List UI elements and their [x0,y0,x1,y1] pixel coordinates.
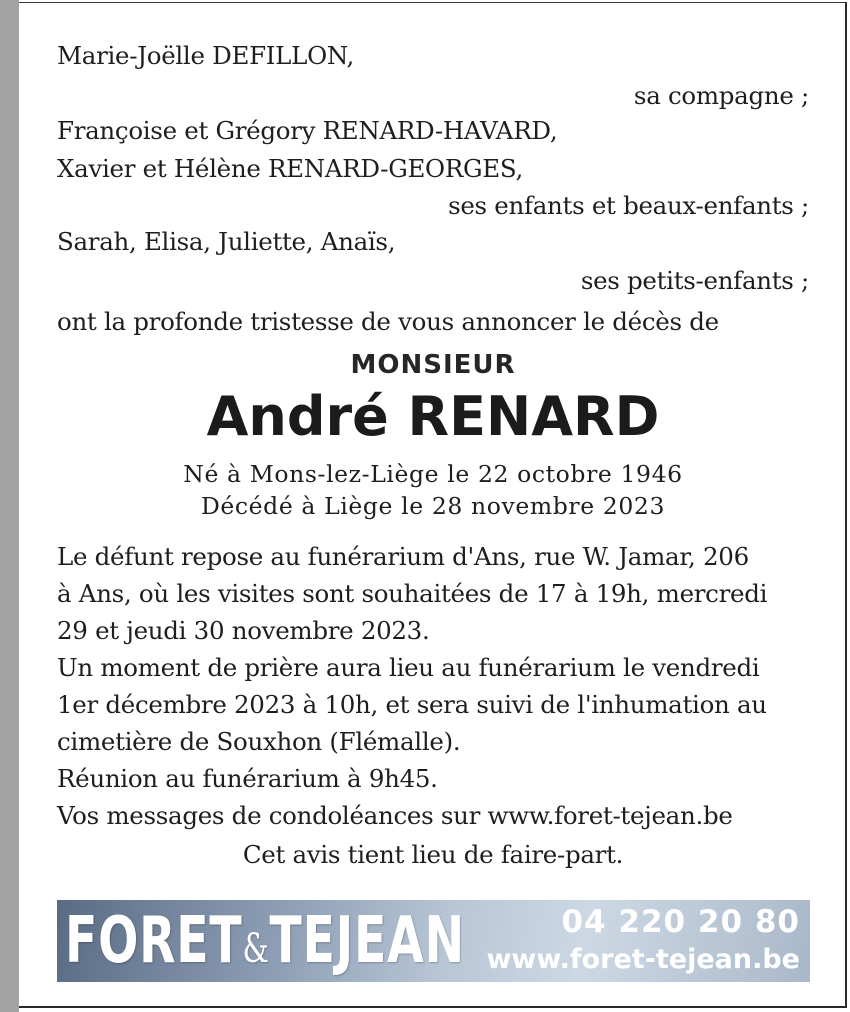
grandchildren-names: Sarah, Elisa, Juliette, Anaïs, [57,227,396,256]
child-line-1: Françoise et Grégory RENARD-HAVARD, [57,116,558,145]
body-line-2: à Ans, où les visites sont souhaitées de 17 à 19h, mercredi [57,579,768,608]
deceased-name: André RENARD [206,385,660,448]
children-role: ses enfants et beaux-enfants ; [448,191,809,220]
phone-number: 04 220 20 80 [561,904,800,940]
body-line-4: Un moment de prière aura lieu au funérarium le vendredi [57,653,760,682]
birth-info: Né à Mons-lez-Liège le 22 octobre 1946 [183,460,683,488]
left-margin-bar [0,0,19,1012]
brand-left: FORET [65,904,243,978]
body-line-7: Réunion au funérarium à 9h45. [57,764,438,793]
honorific: MONSIEUR [350,350,516,380]
body-line-1: Le défunt repose au funérarium d'Ans, rue W. Jamar, 206 [57,542,749,571]
funeral-home-banner [57,900,810,982]
companion-role: sa compagne ; [633,81,809,110]
brand-right: TEJEAN [269,904,465,978]
condolences-line: Vos messages de condoléances sur www.foret-tejean.be [57,801,733,830]
companion-name: Marie-Joëlle DEFILLON, [57,41,354,70]
body-line-6: cimetière de Souxhon (Flémalle). [57,727,461,756]
announcement-line: ont la profonde tristesse de vous annoncer le décès de [57,307,719,336]
website-url: www.foret-tejean.be [486,944,800,975]
faire-part-note: Cet avis tient lieu de faire-part. [242,840,624,869]
body-line-5: 1er décembre 2023 à 10h, et sera suivi de l'inhumation au [57,690,767,719]
body-line-3: 29 et jeudi 30 novembre 2023. [57,616,430,645]
brand-ampersand: & [242,926,270,972]
funeral-home-logo [65,904,465,978]
death-info: Décédé à Liège le 28 novembre 2023 [200,492,666,520]
child-line-2: Xavier et Hélène RENARD-GEORGES, [57,154,523,183]
grandchildren-role: ses petits-enfants ; [580,266,809,295]
